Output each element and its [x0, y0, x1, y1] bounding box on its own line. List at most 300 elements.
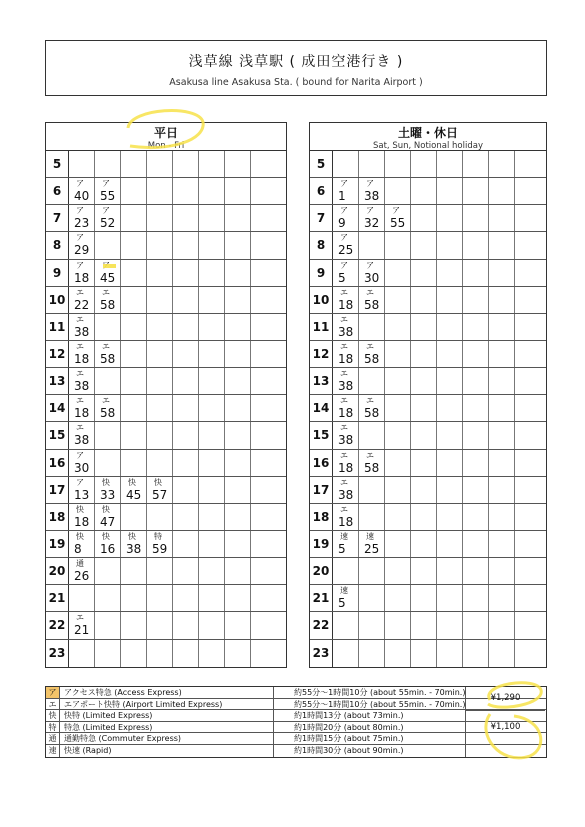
- departure-minute: 5: [338, 596, 346, 611]
- hour-row: [310, 341, 546, 368]
- train-type-symbol: ア: [76, 179, 84, 189]
- train-type-symbol: エ: [340, 369, 348, 379]
- departure-cell: [121, 205, 147, 231]
- departure-cell: [225, 260, 251, 286]
- train-type-symbol: ア: [366, 179, 374, 189]
- hour-row: [46, 314, 286, 341]
- hour-label: 13: [310, 368, 333, 394]
- hour-label: 9: [310, 260, 333, 286]
- departure-cell: [69, 612, 95, 638]
- departure-cell: [173, 260, 199, 286]
- departure-cell: [225, 341, 251, 367]
- departure-cell: [121, 558, 147, 584]
- departure-minute: 55: [390, 216, 406, 231]
- hour-label: 8: [310, 232, 333, 258]
- departure-cell: [121, 368, 147, 394]
- train-type-symbol: エ: [76, 369, 84, 379]
- fare-regular: ¥1,100: [490, 722, 521, 733]
- departure-cell: [69, 314, 95, 340]
- departure-cell: [333, 504, 359, 530]
- train-type-symbol: 快: [76, 531, 84, 541]
- departure-cell: [359, 450, 385, 476]
- departure-cell: [95, 477, 121, 503]
- train-type-symbol: ア: [76, 450, 84, 460]
- hour-row: [46, 395, 286, 422]
- departure-cell: [385, 341, 411, 367]
- legend-symbol: 通: [46, 733, 60, 744]
- departure-cell: [515, 558, 541, 584]
- departure-cell: [437, 314, 463, 340]
- departure-cell: [385, 260, 411, 286]
- departure-cell: [333, 205, 359, 231]
- departure-cell: [437, 395, 463, 421]
- departure-minute: 58: [364, 351, 380, 366]
- departure-minute: 9: [338, 216, 346, 231]
- departure-cell: [95, 205, 121, 231]
- departure-cell: [489, 341, 515, 367]
- departure-cell: [411, 585, 437, 611]
- departure-minute: 18: [74, 351, 90, 366]
- departure-cell: [225, 232, 251, 258]
- departure-cell: [95, 395, 121, 421]
- departure-minute: 57: [152, 487, 168, 502]
- departure-cell: [225, 504, 251, 530]
- departure-cell: [69, 504, 95, 530]
- train-type-symbol: エ: [76, 613, 84, 623]
- departure-cell: [147, 287, 173, 313]
- departure-cell: [121, 287, 147, 313]
- departure-cell: [333, 612, 359, 638]
- departure-cell: [333, 314, 359, 340]
- departure-minute: 30: [74, 460, 90, 475]
- departure-cell: [515, 314, 541, 340]
- departure-minute: 58: [364, 460, 380, 475]
- hour-row: [46, 368, 286, 395]
- holiday-body: [310, 151, 546, 667]
- departure-cell: [251, 422, 277, 448]
- hour-row: [46, 151, 286, 178]
- departure-cell: [437, 232, 463, 258]
- departure-cell: [515, 232, 541, 258]
- hour-label: 12: [46, 341, 69, 367]
- train-type-symbol: エ: [76, 396, 84, 406]
- train-type-symbol: ア: [366, 260, 374, 270]
- departure-minute: 22: [74, 297, 90, 312]
- departure-cell: [463, 232, 489, 258]
- departure-cell: [95, 640, 121, 667]
- departure-cell: [489, 205, 515, 231]
- hour-row: [46, 232, 286, 259]
- departure-minute: 16: [100, 541, 116, 556]
- departure-cell: [463, 558, 489, 584]
- departure-cell: [437, 341, 463, 367]
- weekday-body: [46, 151, 286, 667]
- departure-cell: [225, 612, 251, 638]
- departure-cell: [147, 504, 173, 530]
- hour-row: [46, 504, 286, 531]
- train-type-symbol: エ: [366, 450, 374, 460]
- departure-cell: [437, 205, 463, 231]
- departure-cell: [95, 178, 121, 204]
- departure-minute: 18: [74, 514, 90, 529]
- holiday-title: 土曜・休日: [397, 126, 458, 140]
- departure-cell: [69, 531, 95, 557]
- departure-cell: [515, 422, 541, 448]
- departure-cell: [225, 395, 251, 421]
- departure-cell: [411, 151, 437, 177]
- departure-cell: [173, 558, 199, 584]
- departure-cell: [463, 368, 489, 394]
- departure-cell: [463, 504, 489, 530]
- departure-cell: [385, 314, 411, 340]
- hour-row: [310, 531, 546, 558]
- departure-cell: [333, 477, 359, 503]
- hour-row: [310, 178, 546, 205]
- departure-cell: [251, 232, 277, 258]
- legend-travel-time: 約1時間30分 (about 90min.): [274, 745, 466, 757]
- departure-cell: [359, 612, 385, 638]
- departure-cell: [121, 477, 147, 503]
- departure-cell: [515, 612, 541, 638]
- departure-cell: [333, 585, 359, 611]
- departure-minute: 58: [364, 406, 380, 421]
- departure-cell: [147, 260, 173, 286]
- departure-cell: [489, 232, 515, 258]
- departure-cell: [463, 612, 489, 638]
- departure-cell: [411, 504, 437, 530]
- departure-minute: 38: [364, 189, 380, 204]
- departure-cell: [437, 640, 463, 667]
- departure-cell: [463, 450, 489, 476]
- hour-row: [310, 205, 546, 232]
- legend-travel-time: 約1時間13分 (about 73min.): [274, 710, 466, 721]
- hour-row: [46, 477, 286, 504]
- hour-row: [46, 178, 286, 205]
- departure-cell: [173, 585, 199, 611]
- train-type-symbol: エ: [340, 504, 348, 514]
- departure-cell: [69, 287, 95, 313]
- train-type-symbol: エ: [366, 396, 374, 406]
- train-type-symbol: エ: [340, 423, 348, 433]
- train-type-symbol: エ: [340, 396, 348, 406]
- departure-cell: [489, 287, 515, 313]
- departure-cell: [385, 368, 411, 394]
- departure-cell: [225, 178, 251, 204]
- departure-cell: [411, 477, 437, 503]
- departure-cell: [411, 178, 437, 204]
- train-type-symbol: エ: [76, 341, 84, 351]
- hour-label: 22: [46, 612, 69, 638]
- departure-minute: 23: [74, 216, 90, 231]
- hour-row: [310, 395, 546, 422]
- departure-cell: [411, 205, 437, 231]
- hour-row: [310, 422, 546, 449]
- hour-label: 16: [46, 450, 69, 476]
- departure-cell: [225, 205, 251, 231]
- departure-cell: [463, 314, 489, 340]
- departure-cell: [385, 585, 411, 611]
- departure-cell: [147, 450, 173, 476]
- departure-cell: [199, 314, 225, 340]
- departure-cell: [173, 314, 199, 340]
- departure-cell: [173, 422, 199, 448]
- departure-cell: [333, 178, 359, 204]
- train-type-symbol: エ: [340, 341, 348, 351]
- legend-symbol: 速: [46, 745, 60, 757]
- departure-cell: [121, 612, 147, 638]
- departure-cell: [333, 450, 359, 476]
- train-type-symbol: 快: [102, 504, 110, 514]
- legend-train-name: アクセス特急 (Access Express): [60, 687, 274, 698]
- hour-row: [310, 450, 546, 477]
- departure-cell: [385, 395, 411, 421]
- departure-cell: [121, 422, 147, 448]
- departure-cell: [333, 151, 359, 177]
- legend-train-name: 快特 (Limited Express): [60, 710, 274, 721]
- departure-cell: [411, 232, 437, 258]
- hour-label: 23: [310, 640, 333, 667]
- departure-cell: [489, 612, 515, 638]
- departure-cell: [69, 422, 95, 448]
- departure-cell: [463, 422, 489, 448]
- hour-label: 17: [310, 477, 333, 503]
- train-type-symbol: エ: [340, 287, 348, 297]
- departure-cell: [225, 151, 251, 177]
- departure-cell: [121, 314, 147, 340]
- departure-cell: [225, 287, 251, 313]
- departure-cell: [359, 422, 385, 448]
- legend-symbol: 特: [46, 722, 60, 733]
- departure-cell: [489, 558, 515, 584]
- departure-cell: [437, 287, 463, 313]
- hour-row: [310, 232, 546, 259]
- hour-row: [46, 341, 286, 368]
- departure-minute: 38: [126, 541, 142, 556]
- departure-cell: [69, 232, 95, 258]
- train-type-symbol: 速: [366, 531, 374, 541]
- departure-cell: [121, 504, 147, 530]
- departure-cell: [515, 477, 541, 503]
- departure-cell: [411, 558, 437, 584]
- train-type-symbol: 特: [154, 531, 162, 541]
- departure-cell: [333, 287, 359, 313]
- departure-minute: 47: [100, 514, 116, 529]
- departure-cell: [463, 151, 489, 177]
- legend-train-name: 特急 (Limited Express): [60, 722, 274, 733]
- departure-cell: [489, 395, 515, 421]
- departure-cell: [199, 504, 225, 530]
- departure-cell: [515, 341, 541, 367]
- hour-label: 18: [310, 504, 333, 530]
- train-type-symbol: ア: [76, 260, 84, 270]
- departure-cell: [359, 178, 385, 204]
- departure-cell: [147, 585, 173, 611]
- hour-label: 19: [46, 531, 69, 557]
- departure-minute: 29: [74, 243, 90, 258]
- train-type-symbol: ア: [76, 477, 84, 487]
- hour-row: [46, 640, 286, 667]
- hour-label: 12: [310, 341, 333, 367]
- departure-cell: [69, 395, 95, 421]
- departure-cell: [95, 504, 121, 530]
- departure-minute: 26: [74, 569, 90, 584]
- hour-label: 11: [310, 314, 333, 340]
- hour-label: 5: [310, 151, 333, 177]
- departure-cell: [359, 531, 385, 557]
- departure-cell: [173, 205, 199, 231]
- hour-row: [46, 205, 286, 232]
- departure-cell: [173, 368, 199, 394]
- departure-cell: [463, 640, 489, 667]
- hour-label: 10: [46, 287, 69, 313]
- train-type-symbol: 快: [128, 477, 136, 487]
- hour-label: 13: [46, 368, 69, 394]
- departure-cell: [147, 205, 173, 231]
- departure-cell: [359, 341, 385, 367]
- departure-cell: [173, 151, 199, 177]
- departure-cell: [199, 612, 225, 638]
- departure-cell: [515, 205, 541, 231]
- departure-cell: [69, 151, 95, 177]
- departure-minute: 21: [74, 623, 90, 638]
- hour-row: [310, 585, 546, 612]
- departure-cell: [385, 450, 411, 476]
- departure-minute: 58: [100, 297, 116, 312]
- train-type-symbol: 速: [340, 531, 348, 541]
- departure-cell: [489, 585, 515, 611]
- hour-row: [310, 558, 546, 585]
- departure-cell: [225, 558, 251, 584]
- departure-minute: 38: [338, 324, 354, 339]
- departure-cell: [69, 341, 95, 367]
- departure-minute: 18: [338, 406, 354, 421]
- departure-cell: [199, 260, 225, 286]
- departure-minute: 58: [100, 351, 116, 366]
- departure-cell: [199, 205, 225, 231]
- departure-cell: [437, 531, 463, 557]
- departure-cell: [411, 395, 437, 421]
- departure-cell: [199, 422, 225, 448]
- departure-minute: 25: [338, 243, 354, 258]
- departure-cell: [199, 341, 225, 367]
- hour-row: [310, 287, 546, 314]
- hour-label: 9: [46, 260, 69, 286]
- departure-cell: [463, 341, 489, 367]
- departure-cell: [225, 450, 251, 476]
- page-subtitle: Asakusa line Asakusa Sta. ( bound for Narita Airport ): [169, 77, 423, 88]
- departure-cell: [121, 450, 147, 476]
- hour-row: [310, 260, 546, 287]
- departure-cell: [489, 640, 515, 667]
- hour-row: [46, 558, 286, 585]
- departure-cell: [489, 504, 515, 530]
- holiday-subtitle: Sat, Sun, Notional holiday: [373, 141, 483, 151]
- departure-cell: [437, 477, 463, 503]
- departure-cell: [199, 178, 225, 204]
- train-type-symbol: ア: [102, 260, 110, 270]
- hour-row: [310, 640, 546, 667]
- departure-cell: [199, 287, 225, 313]
- departure-cell: [69, 450, 95, 476]
- departure-cell: [463, 531, 489, 557]
- departure-cell: [411, 450, 437, 476]
- departure-cell: [251, 151, 277, 177]
- hour-label: 21: [310, 585, 333, 611]
- departure-cell: [489, 531, 515, 557]
- departure-cell: [385, 504, 411, 530]
- departure-cell: [251, 287, 277, 313]
- hour-label: 15: [310, 422, 333, 448]
- departure-cell: [121, 232, 147, 258]
- departure-cell: [147, 558, 173, 584]
- departure-minute: 58: [100, 406, 116, 421]
- departure-cell: [411, 422, 437, 448]
- departure-cell: [333, 558, 359, 584]
- departure-cell: [199, 232, 225, 258]
- departure-cell: [437, 612, 463, 638]
- departure-cell: [69, 368, 95, 394]
- departure-cell: [199, 531, 225, 557]
- departure-minute: 59: [152, 541, 168, 556]
- departure-cell: [515, 640, 541, 667]
- hour-label: 7: [46, 205, 69, 231]
- departure-cell: [333, 395, 359, 421]
- departure-cell: [69, 640, 95, 667]
- train-type-symbol: エ: [76, 314, 84, 324]
- departure-cell: [251, 368, 277, 394]
- hour-label: 7: [310, 205, 333, 231]
- departure-cell: [463, 178, 489, 204]
- departure-cell: [359, 260, 385, 286]
- departure-cell: [225, 477, 251, 503]
- hour-row: [46, 612, 286, 639]
- departure-cell: [359, 640, 385, 667]
- departure-cell: [251, 395, 277, 421]
- departure-cell: [411, 260, 437, 286]
- departure-cell: [69, 477, 95, 503]
- departure-cell: [411, 531, 437, 557]
- departure-cell: [95, 232, 121, 258]
- departure-cell: [173, 287, 199, 313]
- departure-cell: [385, 640, 411, 667]
- hour-row: [310, 368, 546, 395]
- weekday-subtitle: Mon - Fri: [147, 141, 185, 151]
- departure-minute: 45: [100, 270, 116, 285]
- departure-cell: [515, 151, 541, 177]
- weekday-title: 平日: [153, 126, 178, 140]
- departure-cell: [411, 368, 437, 394]
- departure-cell: [359, 232, 385, 258]
- hour-label: 14: [310, 395, 333, 421]
- departure-cell: [385, 477, 411, 503]
- hour-row: [46, 531, 286, 558]
- departure-cell: [385, 612, 411, 638]
- departure-cell: [95, 612, 121, 638]
- departure-cell: [359, 558, 385, 584]
- departure-cell: [95, 314, 121, 340]
- departure-minute: 45: [126, 487, 142, 502]
- departure-cell: [359, 585, 385, 611]
- departure-cell: [411, 287, 437, 313]
- train-type-symbol: 快: [76, 504, 84, 514]
- departure-cell: [515, 368, 541, 394]
- legend-symbol: 快: [46, 710, 60, 721]
- departure-cell: [147, 422, 173, 448]
- departure-cell: [515, 585, 541, 611]
- hour-label: 6: [46, 178, 69, 204]
- hour-row: [310, 151, 546, 178]
- departure-cell: [225, 585, 251, 611]
